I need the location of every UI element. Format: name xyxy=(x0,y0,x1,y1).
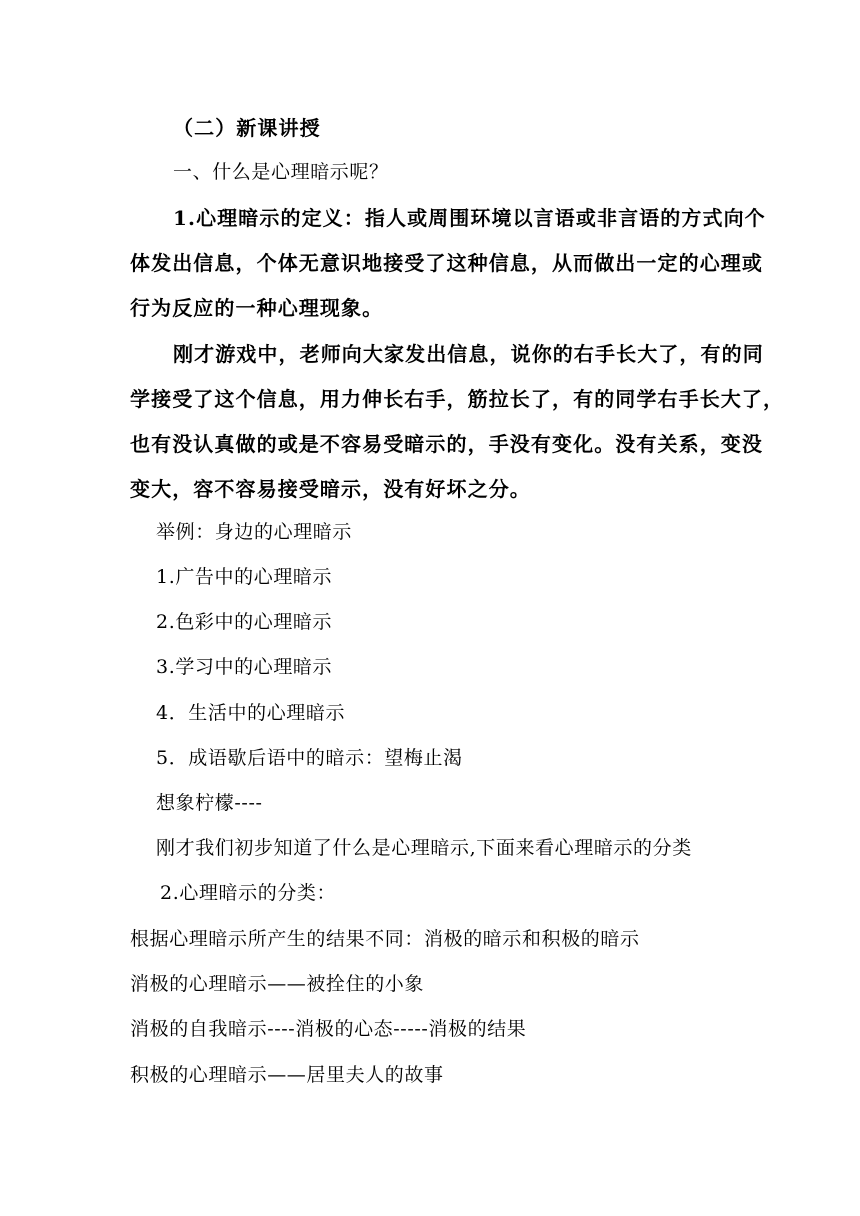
transition-text: 刚才我们初步知道了什么是心理暗示,下面来看心理暗示的分类 xyxy=(156,837,692,859)
negative-suggestion-chain: 消极的自我暗示----消极的心态-----消极的结果 xyxy=(130,1018,527,1040)
examples-heading: 举例：身边的心理暗示 xyxy=(156,521,353,543)
negative-suggestion-example: 消极的心理暗示——被拴住的小象 xyxy=(130,973,425,995)
imagine-lemon: 想象柠檬---- xyxy=(156,792,263,814)
game-paragraph-line-4: 变大，容不容易接受暗示，没有好坏之分。 xyxy=(130,477,531,501)
classification-heading: 2.心理暗示的分类： xyxy=(160,882,337,904)
definition-line-2: 体发出信息，个体无意识地接受了这种信息，从而做出一定的心理或 xyxy=(130,251,763,275)
example-item-5: 5．成语歇后语中的暗示：望梅止渴 xyxy=(156,747,463,769)
definition-line-3: 行为反应的一种心理现象。 xyxy=(130,296,384,320)
example-item-3: 3.学习中的心理暗示 xyxy=(156,656,333,678)
positive-suggestion-example: 积极的心理暗示——居里夫人的故事 xyxy=(130,1064,444,1086)
example-item-2: 2.色彩中的心理暗示 xyxy=(156,611,333,633)
game-paragraph-line-1: 刚才游戏中，老师向大家发出信息，说你的右手长大了，有的同 xyxy=(173,342,764,366)
example-item-4: 4．生活中的心理暗示 xyxy=(156,702,346,724)
game-paragraph-line-2: 学接受了这个信息，用力伸长右手，筋拉长了，有的同学右手长大了， xyxy=(130,387,785,411)
question-heading: 一、什么是心理暗示呢？ xyxy=(173,161,389,183)
game-paragraph-line-3: 也有没认真做的或是不容易受暗示的，手没有变化。没有关系，变没 xyxy=(130,432,763,456)
definition-line-1: 1.心理暗示的定义：指人或周围环境以言语或非言语的方式向个 xyxy=(173,206,766,230)
classification-basis: 根据心理暗示所产生的结果不同：消极的暗示和积极的暗示 xyxy=(130,928,640,950)
example-item-1: 1.广告中的心理暗示 xyxy=(156,566,333,588)
section-heading: （二）新课讲授 xyxy=(173,116,321,140)
